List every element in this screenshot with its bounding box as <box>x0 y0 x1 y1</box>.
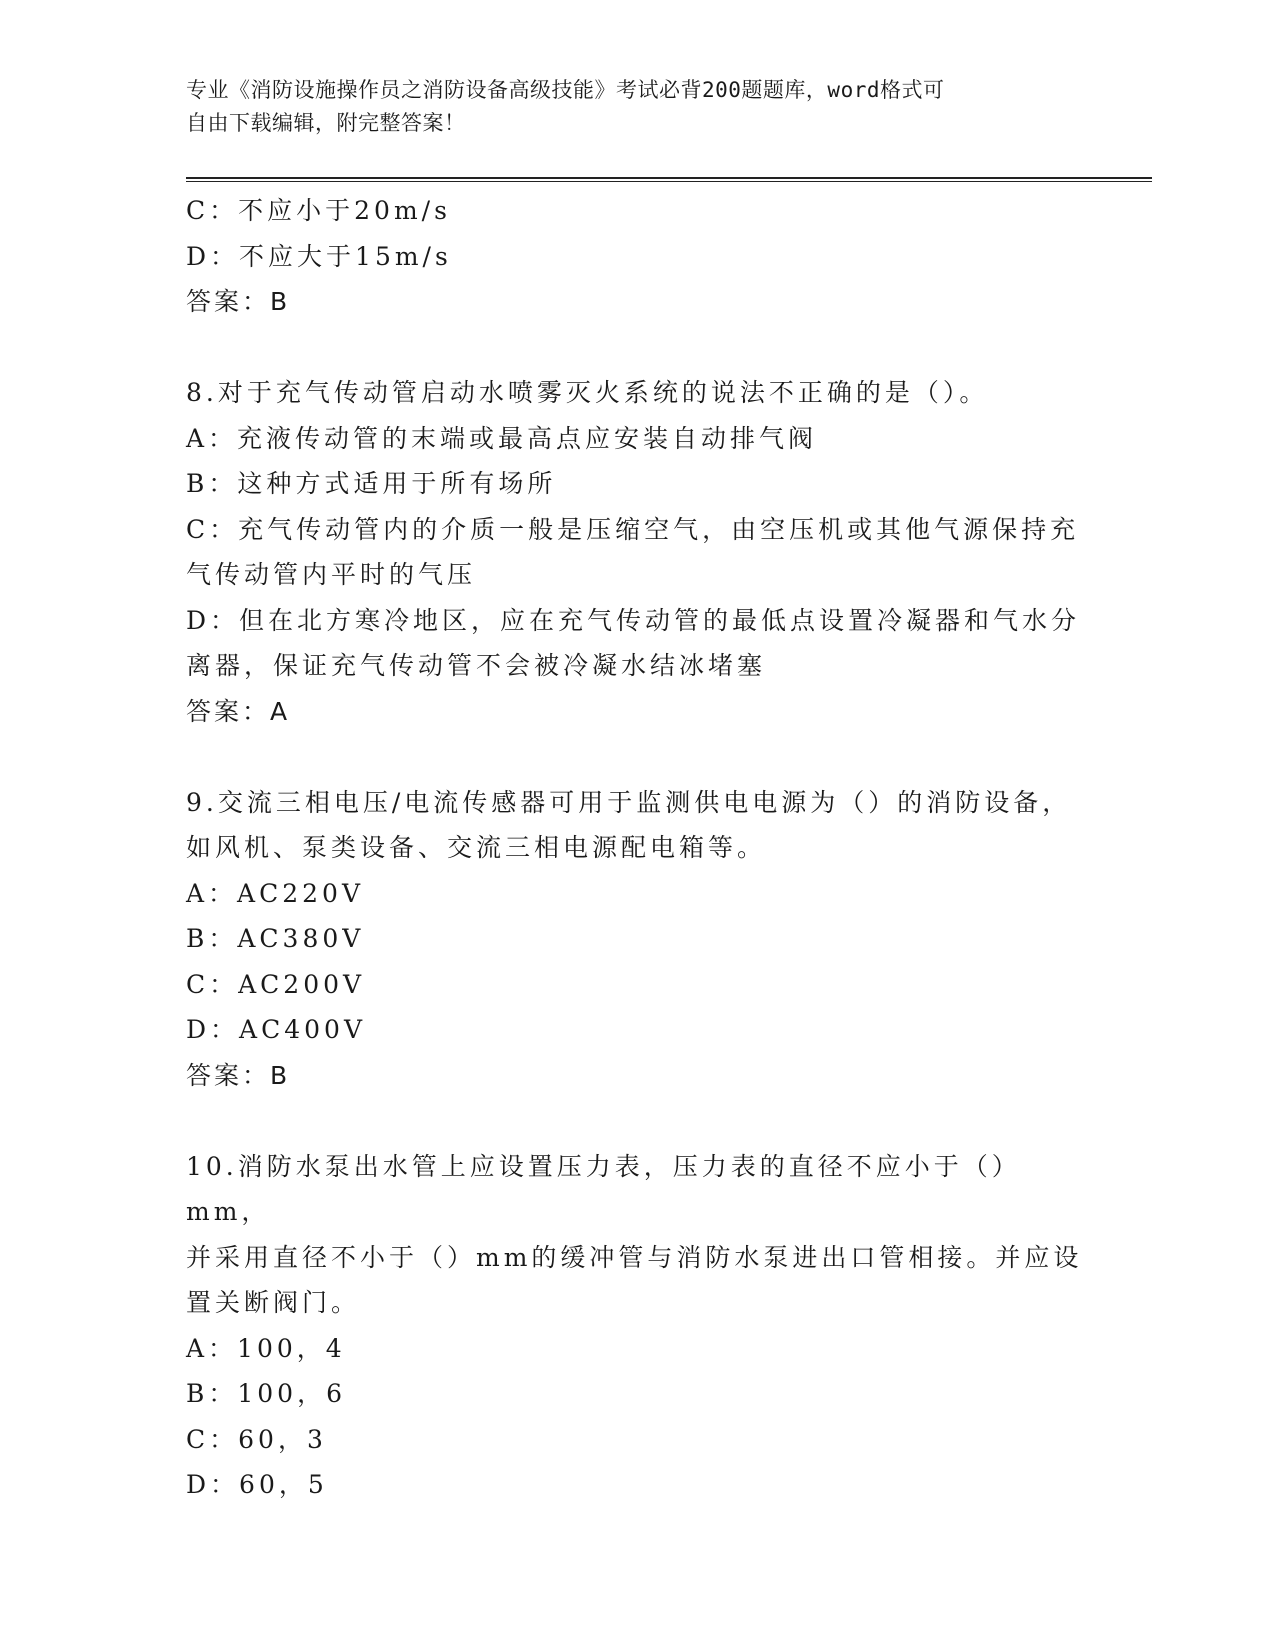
option-a: A：充液传动管的末端或最高点应安装自动排气阀 <box>186 423 818 453</box>
question-stem-continued: 并采用直径不小于（）mm的缓冲管与消防水泵进出口管相接。并应设 <box>186 1242 1083 1272</box>
question-stem: 10.消防水泵出水管上应设置压力表，压力表的直径不应小于（）mm， <box>186 1151 1021 1226</box>
question-stem-continued: 如风机、泵类设备、交流三相电源配电箱等。 <box>186 833 767 862</box>
question-stem: 8.对于充气传动管启动水喷雾灭火系统的说法不正确的是（）。 <box>186 378 989 407</box>
answer: 答案：B <box>186 1060 291 1090</box>
question-content <box>186 188 1086 1508</box>
header-line-1: 专业《消防设施操作员之消防设备高级技能》考试必背200题题库，word格式可 <box>186 78 945 102</box>
question-10 <box>186 1144 1086 1508</box>
option-c: C：不应小于20m/s <box>186 196 451 225</box>
option-c: C：AC200V <box>186 969 366 999</box>
option-d-continued: 离器，保证充气传动管不会被冷凝水结冰堵塞 <box>186 651 767 680</box>
question-9 <box>186 780 1086 1099</box>
option-b: B：AC380V <box>186 924 365 953</box>
option-a: A：100，4 <box>186 1333 346 1363</box>
option-c-continued: 气传动管内平时的气压 <box>186 560 477 589</box>
option-d: D：60，5 <box>186 1470 328 1499</box>
question-8 <box>186 370 1086 734</box>
question-stem: 9.交流三相电压/电流传感器可用于监测供电电源为（）的消防设备， <box>186 787 1072 817</box>
option-c: C：60，3 <box>186 1424 327 1454</box>
option-d: D：但在北方寒冷地区，应在充气传动管的最低点设置冷凝器和气水分 <box>186 605 1081 635</box>
option-b: B：这种方式适用于所有场所 <box>186 469 557 498</box>
answer: 答案：A <box>186 696 291 726</box>
header-line-2: 自由下载编辑，附完整答案！ <box>186 111 466 135</box>
option-d: D：不应大于15m/s <box>186 241 452 271</box>
spacer <box>186 734 1086 780</box>
option-c: C：充气传动管内的介质一般是压缩空气，由空压机或其他气源保持充 <box>186 514 1080 544</box>
option-b: B：100，6 <box>186 1379 346 1408</box>
option-a: A：AC220V <box>186 878 365 908</box>
option-d: D：AC400V <box>186 1015 366 1044</box>
question-stem-continued: 置关断阀门。 <box>186 1288 361 1317</box>
question-7-continued <box>186 188 1086 325</box>
spacer <box>186 325 1086 371</box>
spacer <box>186 1098 1086 1144</box>
document-header <box>186 74 1066 140</box>
answer: 答案：B <box>186 287 291 316</box>
header-divider <box>186 177 1152 182</box>
